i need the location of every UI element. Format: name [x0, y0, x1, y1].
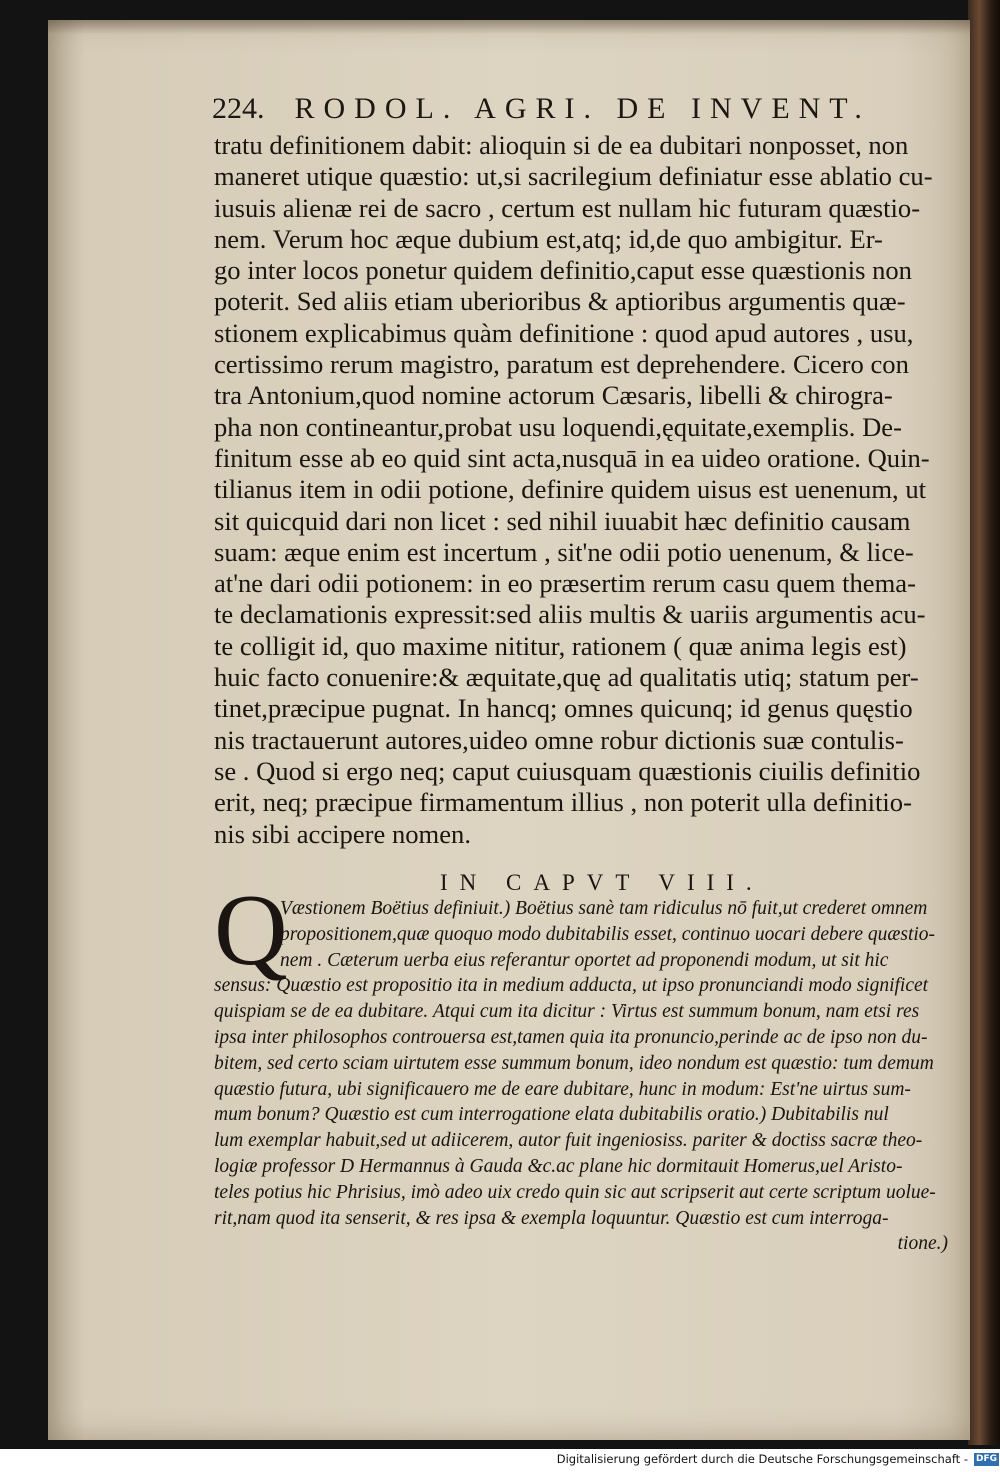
page-number: 224.: [212, 92, 265, 125]
commentary-line: lum exemplar habuit,sed ut adiicerem, autor fuit ingeniosiss. pariter & doctiss sacræ theo-: [214, 1130, 923, 1152]
text-line: te colligit id, quo maxime nititur, rationem ( quæ anima legis est): [214, 630, 907, 661]
commentary-line: mum bonum? Quæstio est cum interrogatione elata dubitabilis oratio.) Dubitabilis nul: [214, 1104, 889, 1126]
text-line: iusuis alienæ rei de sacro , certum est nullam hic futuram quæstio-: [214, 192, 921, 223]
commentary-line: tione.): [897, 1233, 948, 1255]
commentary-line: sensus: Quæstio est propositio ita in medium adducta, ut ipso pronunciandi modo significet: [214, 975, 929, 997]
text-line: suam: æque enim est incertum , sit'ne odii potio uenenum, & lice-: [214, 536, 914, 567]
running-title: RODOL. AGRI. DE INVENT.: [294, 92, 871, 125]
running-head: [212, 92, 972, 126]
commentary-line: nem . Cæterum uerba eius referantur oportet ad proponendi modum, ut sit hic: [280, 949, 889, 971]
text-line: maneret utique quæstio: ut,si sacrilegium definiatur esse ablatio cu-: [214, 161, 933, 192]
text-line: sit quicquid dari non licet : sed nihil iuuabit hæc definitio causam: [214, 505, 911, 536]
commentary-line: teles potius hic Phrisius, imò adeo uix credo quin sic aut scripserit aut certe scriptum uolue-: [214, 1181, 936, 1203]
commentary-line: quispiam se de ea dubitare. Atqui cum ita dicitur : Virtus est summum bonum, nam etsi res: [214, 1001, 920, 1023]
text-line: tra Antonium,quod nomine actorum Cæsaris, libelli & chirogra-: [214, 380, 893, 411]
text-line: se . Quod si ergo neq; caput cuiusquam quæstionis ciuilis definitio: [214, 755, 921, 786]
text-line: at'ne dari odii potionem: in eo præsertim rerum casu quem thema-: [214, 568, 916, 599]
page-shadow: [48, 20, 970, 34]
text-line: nis tractauerunt autores,uideo omne robur dictionis suæ contulis-: [214, 724, 904, 755]
text-line: certissimo rerum magistro, paratum est deprehendere. Cicero con: [214, 349, 909, 380]
text-line: nis sibi accipere nomen.: [214, 818, 471, 849]
section-heading: IN CAPVT VIII.: [440, 870, 764, 895]
text-line: stionem explicabimus quàm definitione : quod apud autores , usu,: [214, 317, 914, 348]
text-line: erit, neq; præcipue firmamentum illius , non poterit ulla definitio-: [214, 787, 912, 818]
text-line: go inter locos ponetur quidem definitio,caput esse quæstionis non: [214, 255, 912, 286]
commentary-line: quæstio futura, ubi significauero me de eare dubitare, hunc in modum: Est'ne uirtus sum-: [214, 1078, 911, 1100]
text-line: finitum esse ab eo quid sint acta,nusquā in ea uideo oratione. Quin-: [214, 442, 930, 473]
text-line: pha non contineantur,probat usu loquendi,ęquitate,exemplis. De-: [214, 411, 902, 442]
main-text-block: [214, 130, 954, 850]
commentary-line: ipsa inter philosophos controuersa est,tamen quia ita pronuncio,perinde ac de ipso non du-: [214, 1026, 928, 1048]
commentary-line: bitem, sed certo sciam uirtutem esse summum bonum, ideo nondum est quæstio: tum demum: [214, 1052, 934, 1074]
dfg-logo: DFG: [976, 1454, 998, 1464]
text-line: tratu definitionem dabit: alioquin si de ea dubitari nonposset, non: [214, 130, 909, 160]
text-line: poterit. Sed aliis etiam uberioribus & aptioribus argumentis quæ-: [214, 286, 906, 317]
commentary-line: Væstionem Boëtius definiuit.) Boëtius sanè tam ridiculus nō fuit,ut crederet omnem: [280, 898, 928, 919]
commentary-line: logiæ professor D Hermannus à Gauda &c.ac plane hic dormitauit Homerus,uel Aristo-: [214, 1155, 903, 1177]
commentary-block: [214, 896, 954, 1257]
decorated-initial: Q: [214, 874, 288, 987]
digitization-credit: Digitalisierung gefördert durch die Deutsche Forschungsgemeinschaft -: [556, 1452, 968, 1466]
text-line: tilianus item in odii potione, definire quidem uisus est uenenum, ut: [214, 474, 927, 505]
commentary-line: propositionem,quæ quoquo modo dubitabilis esset, continuo uocari debere quæstio-: [280, 923, 936, 945]
text-line: tinet,præcipue pugnat. In hancq; omnes quicunq; id genus quęstio: [214, 693, 913, 724]
text-line: te declamationis expressit:sed aliis multis & uariis argumentis acu-: [214, 599, 926, 630]
text-line: nem. Verum hoc æque dubium est,atq; id,de quo ambigitur. Er-: [214, 223, 883, 254]
text-line: huic facto conuenire:& æquitate,quę ad qualitatis utiq; statum per-: [214, 662, 919, 693]
book-spine: [968, 0, 1000, 1445]
commentary-line: rit,nam quod ita senserit, & res ipsa & exempla loquuntur. Quæstio est cum interroga-: [214, 1207, 889, 1229]
